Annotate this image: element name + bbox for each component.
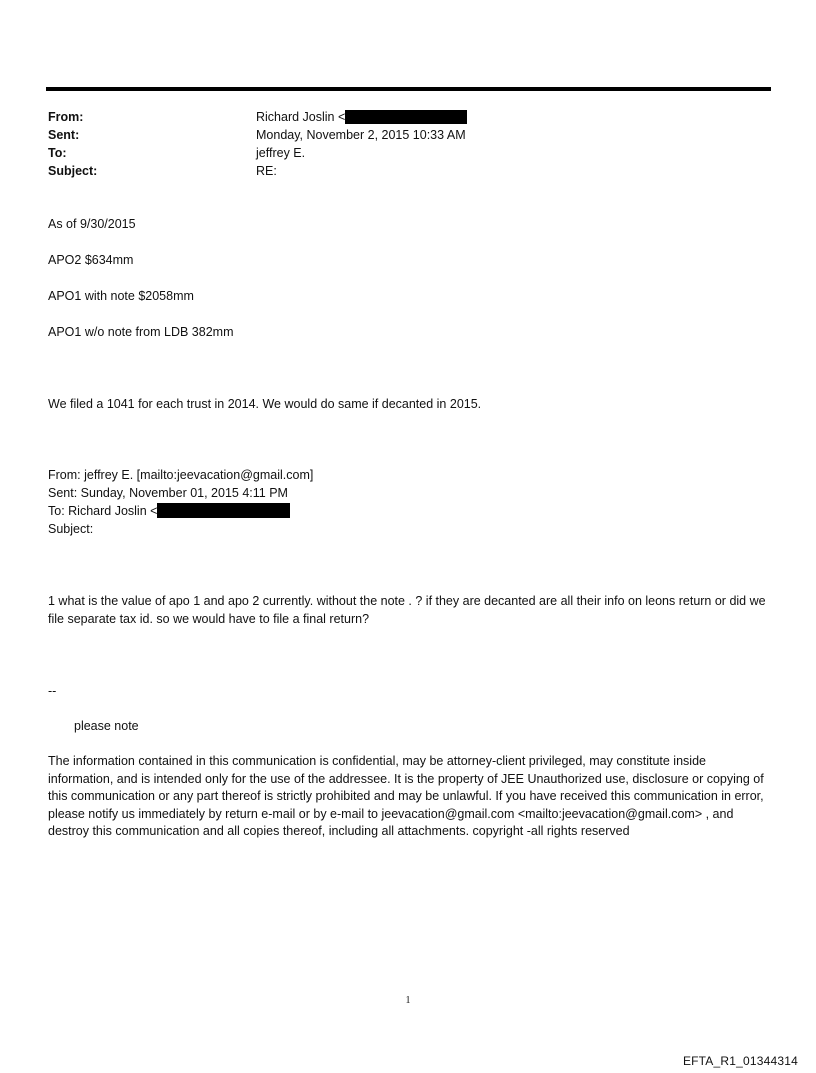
subject-label: Subject: [48,164,98,178]
forwarded-to-row [48,502,778,520]
from-name: Richard Joslin < [256,110,346,124]
subject-value: RE: [256,164,277,178]
signature-dashes: -- [48,684,57,698]
forwarded-to: To: Richard Joslin < [48,504,158,518]
sent-row [48,126,768,144]
redaction-block [345,110,467,124]
forwarded-sent: Sent: Sunday, November 01, 2015 4:11 PM [48,486,288,500]
from-label: From: [48,110,84,124]
forwarded-header [48,466,778,538]
forwarded-subject: Subject: [48,522,94,536]
sent-label: Sent: [48,128,80,142]
page-number: 1 [405,995,411,1006]
forwarded-message: 1 what is the value of apo 1 and apo 2 currently. without the note . ? if they are decanted are all their info on leons return or did we file separate tax id. so we would have to file a final return? [48,594,766,626]
filed-note-line: We filed a 1041 for each trust in 2014. We would do same if decanted in 2015. [48,397,482,411]
sent-value: Monday, November 2, 2015 10:33 AM [256,128,466,142]
redaction-block [157,503,290,518]
apo1-without-note-line: APO1 w/o note from LDB 382mm [48,325,234,339]
please-note: please note [74,719,139,733]
confidentiality-disclaimer: The information contained in this communication is confidential, may be attorney-client privileged, may constitute inside information, and is intended only for the use of the addressee. It is the property of JEE Unauthorized use, disclosure or copying of this communication or any part thereof is strictly prohibited and may be unlawful. If you have received this communication in error, please notify us immediately by return e-mail or by e-mail to jeevacation@gmail.com <mailto:jeevacation@gmail.com> , and destroy this communication and all copies thereof, including all attachments. copyright -all rights reserved [48,754,764,838]
to-row [48,144,768,162]
email-header [48,108,768,180]
to-value: jeffrey E. [256,146,306,160]
forwarded-from: From: jeffrey E. [mailto:jeevacation@gmail.com] [48,468,314,482]
header-rule [46,87,771,91]
from-value [256,108,467,126]
subject-row [48,162,768,180]
as-of-line: As of 9/30/2015 [48,217,136,231]
apo2-line: APO2 $634mm [48,253,134,267]
from-row [48,108,768,126]
apo1-with-note-line: APO1 with note $2058mm [48,289,194,303]
to-label: To: [48,146,67,160]
bates-number: EFTA_R1_01344314 [682,1054,798,1068]
